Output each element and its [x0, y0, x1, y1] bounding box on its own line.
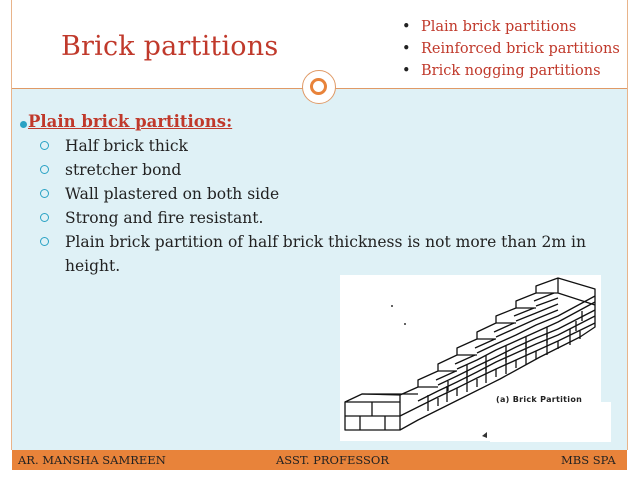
- slide-title: Brick partitions: [61, 31, 279, 62]
- circle-bullet-icon: [40, 213, 49, 222]
- circle-bullet-icon: [40, 165, 49, 174]
- bullet-icon: •: [402, 19, 411, 35]
- sub-bullet-text: Strong and fire resistant.: [65, 209, 264, 227]
- sub-bullet-text: Plain brick partition of half brick thickness is not more than 2m in height.: [65, 233, 586, 275]
- footer-bottom-strip: [11, 470, 628, 478]
- topic-item: [402, 16, 620, 38]
- sub-bullet-text: stretcher bond: [65, 161, 182, 179]
- topic-label: Reinforced brick partitions: [421, 41, 620, 57]
- circle-bullet-icon: [40, 189, 49, 198]
- footer-author: AR. MANSHA SAMREEN: [18, 453, 166, 467]
- caption-box: [490, 402, 611, 442]
- ring-ornament-icon: [302, 70, 336, 104]
- circle-bullet-icon: [40, 141, 49, 150]
- main-bullet-icon: [20, 121, 27, 128]
- main-bullet-heading: Plain brick partitions:: [28, 112, 233, 131]
- bullet-icon: •: [402, 63, 411, 79]
- bullet-icon: •: [402, 41, 411, 57]
- sub-bullet-text: Half brick thick: [65, 137, 188, 155]
- footer-designation: ASST. PROFESSOR: [276, 453, 389, 467]
- ring-inner-icon: [310, 78, 327, 95]
- topic-list: [402, 16, 620, 82]
- topic-label: Brick nogging partitions: [421, 63, 601, 79]
- topic-item: [402, 38, 620, 60]
- sub-bullet-text: Wall plastered on both side: [65, 185, 280, 203]
- footer-institution: MBS SPA: [561, 453, 616, 467]
- circle-bullet-icon: [40, 237, 49, 246]
- topic-label: Plain brick partitions: [421, 19, 577, 35]
- topic-item: [402, 60, 620, 82]
- figure-caption: (a) Brick Partition: [496, 395, 583, 404]
